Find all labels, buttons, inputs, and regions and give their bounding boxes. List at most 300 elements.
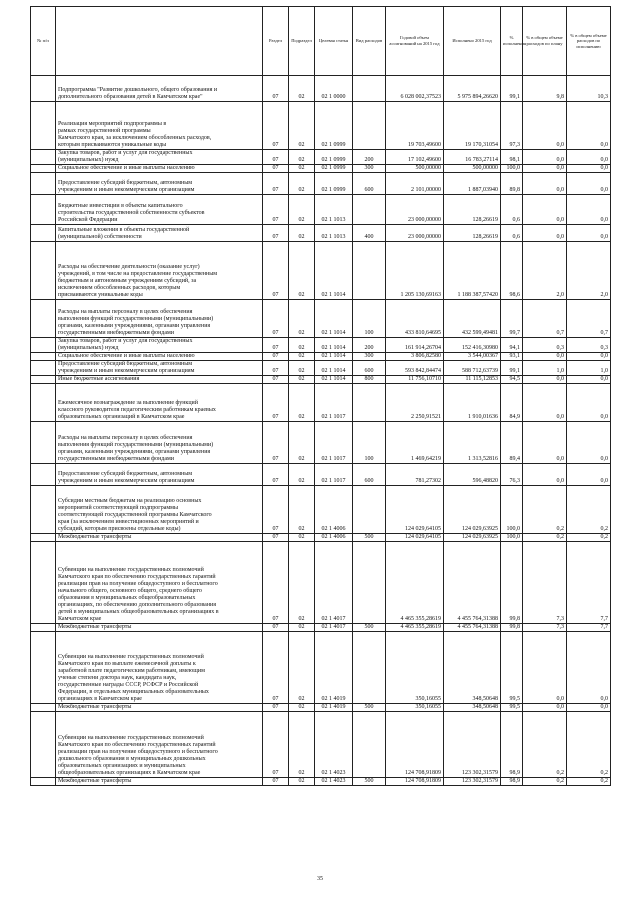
row-share-isp: 0,0 [567,704,611,712]
row-description: Подпрограмма "Развитие дошкольного, общего образования и дополнительного образования детей в Камчатском крае" [56,76,263,102]
row-ispolneno: 500,00000 [444,165,501,173]
row-num-cell [31,704,56,712]
col-plan: Годовой объем ассигнований на 2015 год [386,7,444,76]
row-ispolneno: 128,26619 [444,195,501,225]
row-razdel: 07 [263,102,289,150]
row-vr: 300 [353,165,386,173]
row-num-cell [31,173,56,195]
row-plan: 1 205 130,69163 [386,242,444,300]
row-razdel: 07 [263,376,289,384]
row-podrazdel: 02 [289,361,315,376]
row-podrazdel: 02 [289,464,315,486]
row-podrazdel: 02 [289,486,315,534]
row-plan: 781,27302 [386,464,444,486]
row-plan: 124 708,91809 [386,778,444,786]
row-ispolneno: 588 712,63739 [444,361,501,376]
row-razdel: 07 [263,242,289,300]
row-vr: 200 [353,150,386,165]
row-description: Субвенции на выполнение государственных полномочий Камчатского края по обеспечению государственных гарантий реализации прав на получение общедоступного и бесплатного дошкольного образования в муниципальных дошкольных образовательных организациях и муниципальных общеобразовательных организациях в Камчатском крае [56,712,263,778]
row-podrazdel: 02 [289,102,315,150]
row-num-cell [31,338,56,353]
row-num-cell [31,486,56,534]
row-razdel: 07 [263,165,289,173]
row-razdel: 07 [263,704,289,712]
row-csr: 02 1 4006 [315,534,353,542]
row-share-isp: 0,2 [567,534,611,542]
row-share-isp: 0,0 [567,102,611,150]
row-description: Предоставление субсидий бюджетным, автономным учреждениям и иным некоммерческим организациям [56,464,263,486]
row-podrazdel: 02 [289,712,315,778]
row-share-plan: 9,8 [523,76,567,102]
row-csr: 02 1 0999 [315,150,353,165]
table-row [31,165,611,173]
row-pct: 99,5 [501,632,523,704]
row-pct: 89,8 [501,173,523,195]
row-ispolneno: 348,50648 [444,704,501,712]
row-pct: 89,4 [501,422,523,464]
row-description: Субсидии местным бюджетам на реализацию основных мероприятий соответствующей подпрограммы соответствующей государственной программы Камчатского края (за исключением инвестиционных мероприятий и субсидий, которым присвоены отдельные коды) [56,486,263,534]
table-row [31,102,611,150]
row-plan: 433 810,64695 [386,300,444,338]
col-vr: Вид расходов [353,7,386,76]
row-razdel: 07 [263,338,289,353]
table-row [31,624,611,632]
row-csr: 02 1 1014 [315,353,353,361]
row-vr [353,486,386,534]
row-vr: 500 [353,534,386,542]
row-vr [353,542,386,624]
row-share-isp: 0,7 [567,300,611,338]
row-share-isp: 0,2 [567,778,611,786]
table-row [31,464,611,486]
row-pct: 93,1 [501,353,523,361]
col-share-isp: % в общем объеме расходов по исполнению [567,7,611,76]
row-description: Бюджетные инвестиции в объекты капитального строительства государственной собственности субъектов Российской Федерации [56,195,263,225]
row-csr: 02 1 1013 [315,195,353,225]
row-pct: 99,1 [501,361,523,376]
table-row [31,542,611,624]
page-number: 35 [317,876,323,882]
row-podrazdel: 02 [289,173,315,195]
table-row [31,195,611,225]
row-share-plan: 0,0 [523,102,567,150]
row-podrazdel: 02 [289,338,315,353]
row-pct: 99,5 [501,704,523,712]
row-share-plan: 0,0 [523,165,567,173]
row-csr: 02 1 4017 [315,624,353,632]
row-pct: 0,6 [501,225,523,242]
row-ispolneno: 124 029,63925 [444,534,501,542]
table-row [31,712,611,778]
row-csr: 02 1 0999 [315,165,353,173]
row-podrazdel: 02 [289,704,315,712]
row-share-plan: 0,0 [523,150,567,165]
row-num-cell [31,534,56,542]
row-csr: 02 1 1017 [315,384,353,422]
row-podrazdel: 02 [289,542,315,624]
row-csr: 02 1 0999 [315,173,353,195]
row-share-isp: 0,0 [567,173,611,195]
row-pct: 98,6 [501,242,523,300]
row-num-cell [31,464,56,486]
row-share-plan: 0,0 [523,464,567,486]
col-pct: % исполнения [501,7,523,76]
table-row [31,76,611,102]
row-vr: 500 [353,778,386,786]
row-ispolneno: 152 416,30980 [444,338,501,353]
row-description: Расходы на выплаты персоналу в целях обеспечения выполнения функций государственными (муниципальными) органами, казенными учреждениями, органами управления государственными внебюджетными фондами [56,300,263,338]
row-razdel: 07 [263,173,289,195]
row-pct: 0,6 [501,195,523,225]
row-description: Межбюджетные трансферты [56,624,263,632]
row-pct: 98,9 [501,712,523,778]
row-plan: 161 914,26704 [386,338,444,353]
row-share-plan: 1,0 [523,361,567,376]
row-ispolneno: 4 455 764,31388 [444,542,501,624]
row-razdel: 07 [263,486,289,534]
row-plan: 1 469,64219 [386,422,444,464]
row-description: Субвенции на выполнение государственных полномочий Камчатского края по выплате ежемесячной доплаты к заработной плате педагогическим работникам, имеющим ученые степени доктора наук, кандидата наук, государственные награды СССР, РСФСР и Российской Федерации, в отдельных муниципальных образовательных организациях в Камчатском крае [56,632,263,704]
row-num-cell [31,225,56,242]
row-share-isp: 10,3 [567,76,611,102]
row-csr: 02 1 4019 [315,704,353,712]
row-pct: 100,0 [501,165,523,173]
row-pct: 99,8 [501,624,523,632]
row-podrazdel: 02 [289,376,315,384]
row-plan: 593 842,84474 [386,361,444,376]
table-row [31,242,611,300]
row-share-plan: 0,2 [523,534,567,542]
row-share-plan: 0,0 [523,704,567,712]
row-share-isp: 7,7 [567,542,611,624]
row-num-cell [31,361,56,376]
row-csr: 02 1 0000 [315,76,353,102]
row-num-cell [31,384,56,422]
row-ispolneno: 4 455 764,31388 [444,624,501,632]
row-description: Расходы на выплаты персоналу в целях обеспечения выполнения функций государственными (муниципальными) органами, казенными учреждениями, органами управления государственными внебюджетными фондами [56,422,263,464]
row-csr: 02 1 1014 [315,376,353,384]
row-num-cell [31,242,56,300]
row-share-isp: 1,0 [567,361,611,376]
row-csr: 02 1 4019 [315,632,353,704]
row-share-isp: 0,2 [567,712,611,778]
row-pct: 99,7 [501,300,523,338]
row-plan: 6 028 002,37523 [386,76,444,102]
row-vr: 100 [353,300,386,338]
row-pct: 76,3 [501,464,523,486]
row-num-cell [31,778,56,786]
row-share-plan: 0,7 [523,300,567,338]
row-podrazdel: 02 [289,384,315,422]
row-description: Предоставление субсидий бюджетным, автономным учреждениям и иным некоммерческим организациям [56,173,263,195]
row-podrazdel: 02 [289,632,315,704]
col-desc [56,7,263,76]
row-num-cell [31,422,56,464]
col-share-plan: % в общем объеме расходов по плану [523,7,567,76]
row-share-plan: 0,0 [523,173,567,195]
row-share-isp: 0,0 [567,376,611,384]
row-pct: 97,3 [501,102,523,150]
row-podrazdel: 02 [289,150,315,165]
row-plan: 124 029,64105 [386,486,444,534]
row-vr: 800 [353,376,386,384]
row-vr: 100 [353,422,386,464]
row-vr: 200 [353,338,386,353]
table-row [31,384,611,422]
row-vr: 500 [353,624,386,632]
row-share-isp: 0,0 [567,195,611,225]
row-podrazdel: 02 [289,300,315,338]
row-plan: 23 000,00000 [386,195,444,225]
row-share-isp: 0,0 [567,165,611,173]
table-row [31,338,611,353]
row-pct: 98,9 [501,778,523,786]
row-num-cell [31,542,56,624]
row-ispolneno: 123 302,31579 [444,778,501,786]
row-podrazdel: 02 [289,534,315,542]
row-share-plan: 0,0 [523,422,567,464]
row-razdel: 07 [263,534,289,542]
row-num-cell [31,76,56,102]
table-row [31,353,611,361]
row-num-cell [31,150,56,165]
row-podrazdel: 02 [289,225,315,242]
row-ispolneno: 596,48820 [444,464,501,486]
row-description: Ежемесячное вознаграждение за выполнение функций классного руководителя педагогическим работникам краевых образовательных организаций в Камчатском крае [56,384,263,422]
row-share-plan: 0,0 [523,225,567,242]
row-description: Капитальные вложения в объекты государственной (муниципальной) собственности [56,225,263,242]
row-share-isp: 0,0 [567,422,611,464]
col-csr: Целевая статья [315,7,353,76]
row-razdel: 07 [263,464,289,486]
row-plan: 3 806,82580 [386,353,444,361]
row-pct: 94,5 [501,376,523,384]
row-ispolneno: 16 783,27114 [444,150,501,165]
row-num-cell [31,165,56,173]
row-pct: 84,9 [501,384,523,422]
row-plan: 2 101,00000 [386,173,444,195]
col-podrazdel: Подраздел [289,7,315,76]
row-description: Предоставление субсидий бюджетным, автономным учреждениям и иным некоммерческим организациям [56,361,263,376]
row-csr: 02 1 4023 [315,778,353,786]
row-podrazdel: 02 [289,242,315,300]
table-row [31,704,611,712]
row-csr: 02 1 1017 [315,422,353,464]
row-share-isp: 7,7 [567,624,611,632]
row-description: Межбюджетные трансферты [56,704,263,712]
row-ispolneno: 1 188 387,57420 [444,242,501,300]
row-vr [353,712,386,778]
row-plan: 350,16055 [386,632,444,704]
table-row [31,376,611,384]
row-ispolneno: 348,50648 [444,632,501,704]
table-row [31,300,611,338]
table-row [31,150,611,165]
row-plan: 19 703,49600 [386,102,444,150]
row-num-cell [31,624,56,632]
row-ispolneno: 1 313,52816 [444,422,501,464]
row-podrazdel: 02 [289,165,315,173]
row-vr: 400 [353,225,386,242]
row-share-isp: 0,3 [567,338,611,353]
row-num-cell [31,632,56,704]
row-num-cell [31,712,56,778]
row-razdel: 07 [263,353,289,361]
row-share-isp: 0,0 [567,225,611,242]
row-podrazdel: 02 [289,422,315,464]
row-razdel: 07 [263,195,289,225]
row-podrazdel: 02 [289,624,315,632]
row-razdel: 07 [263,778,289,786]
row-description: Социальное обеспечение и иные выплаты населению [56,353,263,361]
row-share-plan: 0,0 [523,353,567,361]
row-csr: 02 1 1017 [315,464,353,486]
row-pct: 94,1 [501,338,523,353]
table-row [31,361,611,376]
row-ispolneno: 123 302,31579 [444,712,501,778]
row-plan: 23 000,00000 [386,225,444,242]
row-share-plan: 7,3 [523,542,567,624]
row-csr: 02 1 4023 [315,712,353,778]
row-description: Закупка товаров, работ и услуг для государственных (муниципальных) нужд [56,150,263,165]
row-razdel: 07 [263,712,289,778]
row-csr: 02 1 1013 [315,225,353,242]
row-share-isp: 2,0 [567,242,611,300]
row-share-plan: 0,2 [523,486,567,534]
row-description: Межбюджетные трансферты [56,778,263,786]
table-row [31,173,611,195]
row-vr: 600 [353,464,386,486]
table-header-row [31,7,611,76]
row-vr [353,632,386,704]
row-share-plan: 0,2 [523,712,567,778]
row-plan: 124 029,64105 [386,534,444,542]
col-num: № п/п [31,7,56,76]
row-vr: 500 [353,704,386,712]
row-csr: 02 1 1014 [315,300,353,338]
row-ispolneno: 11 115,12853 [444,376,501,384]
row-num-cell [31,376,56,384]
table-row [31,534,611,542]
row-share-plan: 0,2 [523,778,567,786]
row-csr: 02 1 4006 [315,486,353,534]
row-ispolneno: 124 029,63925 [444,486,501,534]
row-share-isp: 0,0 [567,353,611,361]
row-razdel: 07 [263,624,289,632]
row-vr [353,384,386,422]
table-row [31,422,611,464]
row-share-isp: 0,0 [567,150,611,165]
row-razdel: 07 [263,422,289,464]
row-razdel: 07 [263,632,289,704]
row-ispolneno: 3 544,00367 [444,353,501,361]
row-share-plan: 2,0 [523,242,567,300]
row-razdel: 07 [263,542,289,624]
table-row [31,778,611,786]
row-share-isp: 0,0 [567,384,611,422]
row-csr: 02 1 1014 [315,361,353,376]
row-razdel: 07 [263,225,289,242]
row-share-plan: 0,0 [523,384,567,422]
row-pct: 99,1 [501,76,523,102]
row-pct: 98,1 [501,150,523,165]
row-vr: 600 [353,173,386,195]
row-share-plan: 7,3 [523,624,567,632]
row-ispolneno: 5 975 894,26620 [444,76,501,102]
row-description: Социальное обеспечение и иные выплаты населению [56,165,263,173]
row-pct: 100,0 [501,486,523,534]
row-razdel: 07 [263,361,289,376]
row-num-cell [31,353,56,361]
row-share-plan: 0,0 [523,195,567,225]
row-num-cell [31,300,56,338]
row-csr: 02 1 1014 [315,242,353,300]
row-ispolneno: 1 887,03940 [444,173,501,195]
row-vr: 600 [353,361,386,376]
row-share-plan: 0,3 [523,338,567,353]
row-plan: 17 102,49600 [386,150,444,165]
row-razdel: 07 [263,150,289,165]
table-body [31,76,611,786]
row-csr: 02 1 1014 [315,338,353,353]
table-row [31,632,611,704]
row-share-isp: 0,2 [567,486,611,534]
row-plan: 2 250,91521 [386,384,444,422]
col-razdel: Раздел [263,7,289,76]
row-ispolneno: 128,26619 [444,225,501,242]
row-plan: 4 465 355,28619 [386,624,444,632]
budget-table [30,6,611,786]
row-num-cell [31,195,56,225]
row-plan: 11 756,10710 [386,376,444,384]
row-pct: 100,0 [501,534,523,542]
row-podrazdel: 02 [289,778,315,786]
row-ispolneno: 19 170,31054 [444,102,501,150]
row-plan: 124 708,91809 [386,712,444,778]
row-razdel: 07 [263,76,289,102]
row-share-isp: 0,0 [567,464,611,486]
table-row [31,486,611,534]
row-csr: 02 1 4017 [315,542,353,624]
row-num-cell [31,102,56,150]
row-plan: 350,16055 [386,704,444,712]
row-podrazdel: 02 [289,353,315,361]
row-description: Расходы на обеспечение деятельности (оказание услуг) учреждений, в том числе на предоставление государственным бюджетным и автономным учреждениям субсидий, за исключением обособленных расходов, которым присваиваются уникальные коды [56,242,263,300]
row-plan: 4 465 355,28619 [386,542,444,624]
row-csr: 02 1 0999 [315,102,353,150]
row-razdel: 07 [263,384,289,422]
row-description: Закупка товаров, работ и услуг для государственных (муниципальных) нужд [56,338,263,353]
row-vr [353,195,386,225]
row-ispolneno: 1 910,01636 [444,384,501,422]
table-row [31,225,611,242]
row-share-isp: 0,0 [567,632,611,704]
row-vr [353,102,386,150]
col-ispolneno: Исполнено 2015 год [444,7,501,76]
row-vr [353,76,386,102]
row-description: Реализация мероприятий подпрограммы в рамках государственной программы Камчатского края, за исключением обособленных расходов, которым присваиваются уникальные коды [56,102,263,150]
row-plan: 500,00000 [386,165,444,173]
row-ispolneno: 432 599,49481 [444,300,501,338]
row-description: Иные бюджетные ассигнования [56,376,263,384]
row-podrazdel: 02 [289,76,315,102]
row-razdel: 07 [263,300,289,338]
row-share-plan: 0,0 [523,376,567,384]
row-podrazdel: 02 [289,195,315,225]
row-vr [353,242,386,300]
row-share-plan: 0,0 [523,632,567,704]
row-vr: 300 [353,353,386,361]
